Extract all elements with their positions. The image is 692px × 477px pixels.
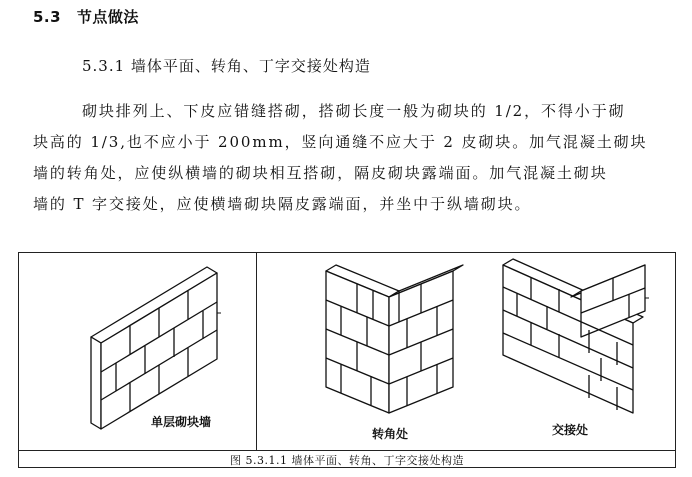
t-junction-wall-drawing <box>503 259 649 413</box>
corner-wall-drawing <box>326 265 463 413</box>
section-number: 5.3 <box>33 8 62 26</box>
subsection-title: 5.3.1 墙体平面、转角、丁字交接处构造 <box>82 57 371 75</box>
section-heading <box>33 6 139 27</box>
para-line-2: 块高的 1/3,也不应小于 200mm，竖向通缝不应大于 2 皮砌块。加气混凝土砌块 <box>33 133 648 151</box>
figure-frame <box>18 252 676 468</box>
figure-caption: 图 5.3.1.1 墙体平面、转角、丁字交接处构造 <box>230 454 464 467</box>
label-t-junction: 交接处 <box>552 423 589 437</box>
body-paragraph <box>33 96 673 220</box>
label-corner: 转角处 <box>372 427 409 441</box>
para-line-3: 墙的转角处，应使纵横墙的砌块相互搭砌，隔皮砌块露端面。加气混凝土砌块 <box>33 164 608 182</box>
panel-divider <box>256 253 257 450</box>
caption-divider <box>19 450 675 451</box>
single-layer-wall-drawing <box>91 267 221 429</box>
para-line-4: 墙的 T 字交接处，应使横墙砌块隔皮露端面，并坐中于纵墙砌块。 <box>33 195 532 213</box>
section-title: 节点做法 <box>76 8 139 26</box>
label-single-layer-wall: 单层砌块墙 <box>151 415 212 429</box>
para-line-1: 砌块排列上、下皮应错缝搭砌，搭砌长度一般为砌块的 1/2，不得小于砌 <box>82 102 626 120</box>
wall-illustrations <box>19 253 675 449</box>
